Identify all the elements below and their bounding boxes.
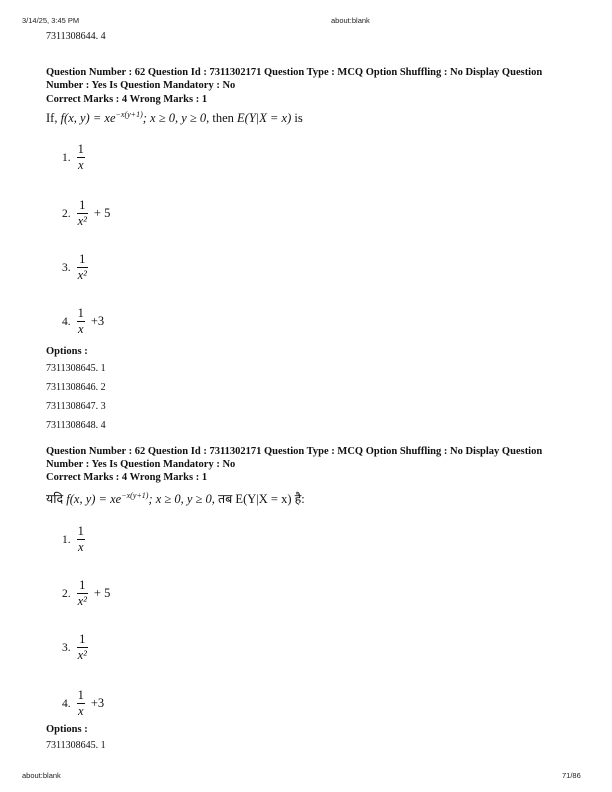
previous-option-fragment: 7311308644. 4 [46, 31, 106, 42]
choice-extra: + 5 [93, 586, 111, 600]
stem-suffix: तब E(Y|X = x) है: [218, 492, 305, 506]
choice-extra: + 5 [93, 206, 111, 220]
question-header-line2: Number : Yes Is Question Mandatory : No [46, 459, 236, 470]
question-header-line1: Question Number : 62 Question Id : 7311302171 Question Type : MCQ Option Shuffling : No Display Question [46, 446, 543, 457]
question-header-line1: Question Number : 62 Question Id : 7311302171 Question Type : MCQ Option Shuffling : No Display Question [46, 67, 543, 78]
stem-prefix: If, [46, 111, 58, 126]
choice-4 [62, 306, 104, 337]
question-header-line2: Number : Yes Is Question Mandatory : No [46, 80, 236, 91]
marks-line: Correct Marks : 4 Wrong Marks : 1 [46, 472, 208, 483]
option-id: 7311308648. 4 [46, 420, 106, 431]
choice-fraction [77, 252, 88, 283]
choice-number: 3. [62, 641, 71, 654]
choice-4 [62, 688, 104, 719]
option-id: 7311308646. 2 [46, 382, 106, 393]
choice-number: 4. [62, 697, 71, 710]
choice-extra: +3 [90, 696, 105, 710]
choice-number: 1. [62, 533, 71, 546]
choice-fraction [77, 632, 88, 663]
stem-formula: f(x, $y) = xe^{-x(y+1)}$; x ≥ 0, y ≥ 0, then E(Y|X = x) [60, 110, 292, 126]
choice-fraction [77, 306, 85, 337]
numerator: 1 [79, 578, 86, 592]
page-number: 71/86 [562, 771, 581, 780]
denominator: x [77, 704, 84, 718]
options-label: Options : [46, 724, 88, 735]
choice-3 [62, 632, 88, 663]
print-url-footer: about:blank [22, 771, 61, 780]
choice-extra: +3 [90, 314, 105, 328]
question-header [46, 66, 576, 92]
choice-number: 3. [62, 261, 71, 274]
denominator: x² [77, 648, 87, 662]
question-stem [46, 490, 305, 507]
denominator: x [77, 322, 84, 336]
print-datetime: 3/14/25, 3:45 PM [22, 16, 80, 25]
numerator: 1 [77, 142, 84, 156]
numerator: 1 [79, 252, 86, 266]
denominator: x [77, 158, 84, 172]
numerator: 1 [77, 688, 84, 702]
question-header [46, 445, 576, 471]
numerator: 1 [77, 524, 84, 538]
question-stem [46, 110, 303, 126]
choice-fraction [77, 578, 88, 609]
denominator: x² [77, 594, 87, 608]
choice-fraction [77, 524, 85, 555]
denominator: x² [77, 214, 87, 228]
choice-3 [62, 252, 88, 283]
option-id: 7311308645. 1 [46, 363, 106, 374]
numerator: 1 [77, 306, 84, 320]
denominator: x² [77, 268, 87, 282]
numerator: 1 [79, 632, 86, 646]
choice-fraction [77, 688, 85, 719]
denominator: x [77, 540, 84, 554]
choice-2 [62, 578, 110, 609]
option-id-list [46, 359, 106, 435]
options-label: Options : [46, 346, 88, 357]
stem-formula: f(x, $y) = xe^{-x(y+1)}$; x ≥ 0, y ≥ 0, [66, 490, 215, 506]
choice-1 [62, 524, 85, 555]
stem-prefix: यदि [46, 492, 64, 506]
marks-line: Correct Marks : 4 Wrong Marks : 1 [46, 94, 208, 105]
print-url-header: about:blank [331, 16, 370, 25]
choice-number: 4. [62, 315, 71, 328]
option-id: 7311308645. 1 [46, 740, 106, 751]
stem-suffix: is [294, 111, 303, 126]
choice-2 [62, 198, 110, 229]
choice-number: 1. [62, 151, 71, 164]
choice-fraction [77, 198, 88, 229]
option-id: 7311308647. 3 [46, 401, 106, 412]
choice-number: 2. [62, 587, 71, 600]
choice-1 [62, 142, 85, 173]
numerator: 1 [79, 198, 86, 212]
choice-number: 2. [62, 207, 71, 220]
choice-fraction [77, 142, 85, 173]
option-id-list [46, 736, 106, 755]
